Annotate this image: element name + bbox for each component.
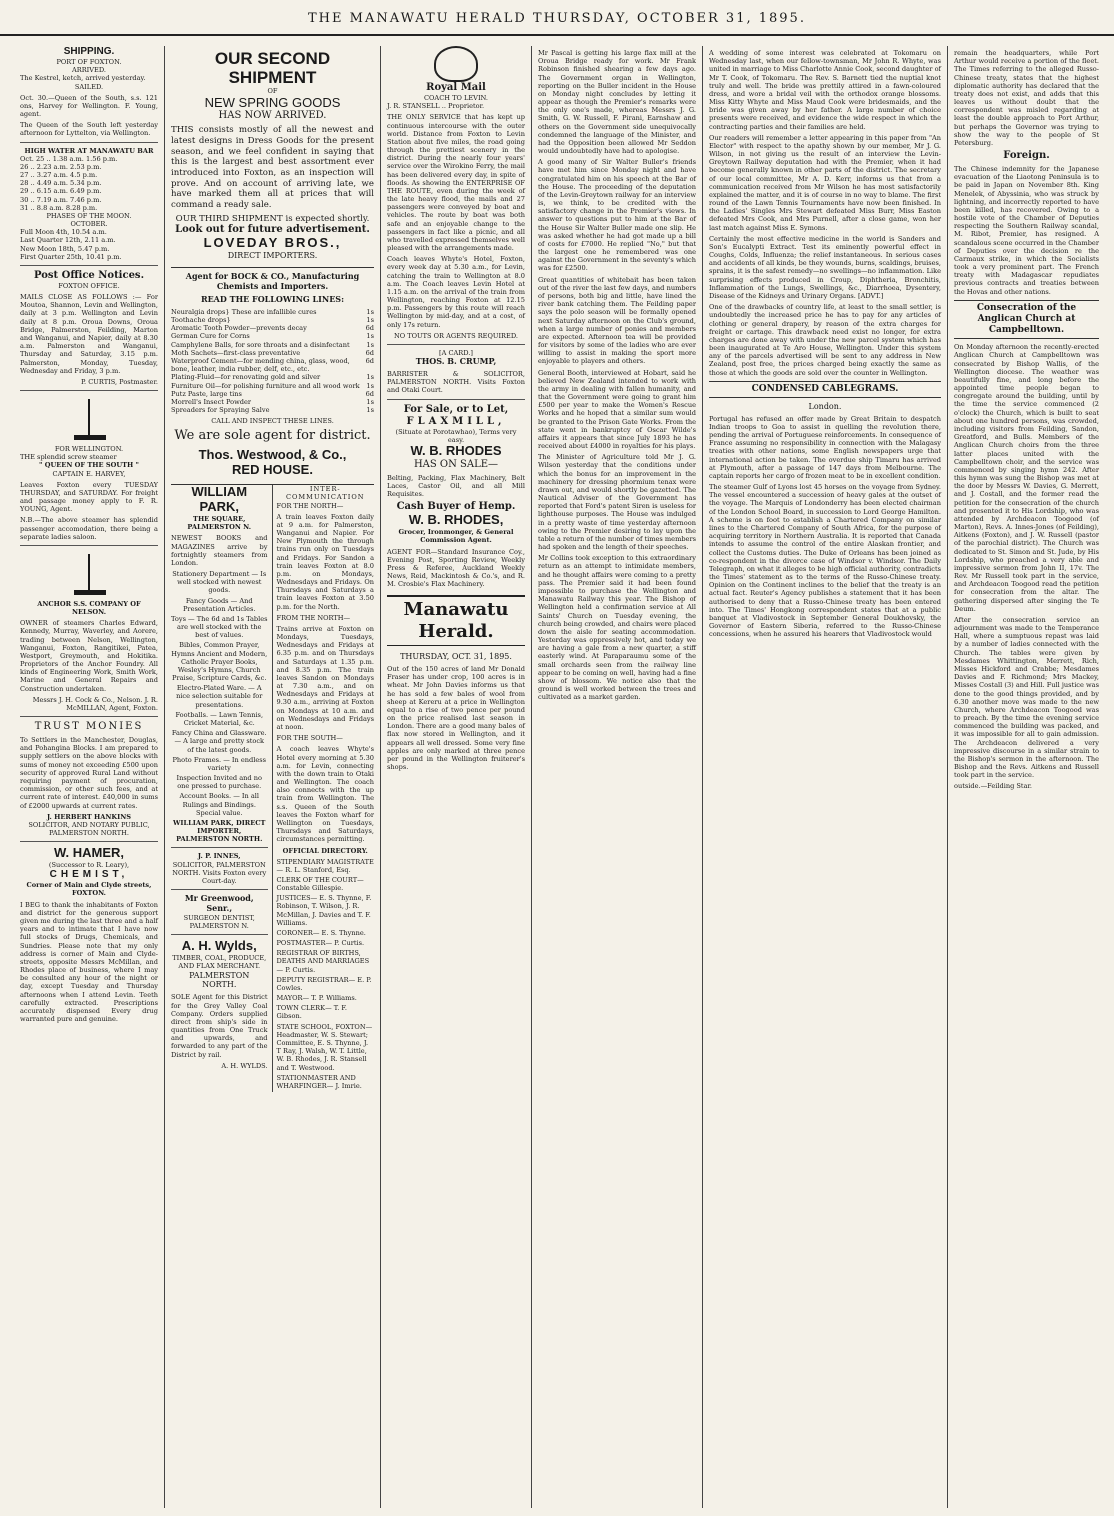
greenwood-name: Mr Greenwood, Senr., — [184, 893, 254, 913]
crump-name: THOS. B. CRUMP, — [415, 356, 497, 367]
bock-ad — [171, 268, 374, 485]
steamer-text: Leaves Foxton every TUESDAY THURSDAY, and SATURDAY. For freight and passage money apply to F. R. YOUNG, Agent. — [20, 480, 158, 514]
inter-south: FOR THE SOUTH— — [276, 734, 343, 743]
park-item: Photo Frames. — In endless variety — [172, 755, 267, 772]
masthead: THE MANAWATU HERALD THURSDAY, OCTOBER 31, 1895. — [0, 4, 1114, 36]
anchor-title: ANCHOR S.S. COMPANY OF NELSON. — [37, 599, 141, 617]
price-list-item — [171, 341, 374, 349]
price-list-price: 6d — [365, 356, 374, 365]
price-list-label: Putz Paste, large tins — [171, 389, 242, 398]
price-list-item — [171, 390, 374, 398]
price-list-price: 1s — [366, 307, 374, 316]
tide-row: 31 .. 8.8 a.m. 8.28 p.m. — [20, 203, 98, 212]
park-text: NEWEST BOOKS and MAGAZINES arrive by fortnightly steamers from London. — [171, 534, 268, 567]
price-list-item — [171, 357, 374, 373]
column-4 — [531, 46, 702, 1508]
price-list-item — [171, 316, 374, 324]
hamer-trade: CHEMIST, — [49, 869, 129, 881]
arrived-label: ARRIVED. — [71, 66, 107, 75]
royal-crest-icon — [434, 46, 478, 82]
news-item: A wedding of some interest was celebrated at Tokomaru on Wednesday last, when our fellow-townsman, Mr John R. Whyte, was united in marriage to Miss Charlotte Annie Cook, second daughter of Mr T. Cook, of Tokomaru. The Rev. S. Barnett tied the nuptial knot truly and well. The bride was prettily attired in a fawn-coloured dress, and wore a bridal veil with the orthodox orange blossoms. Miss Kitty Whyte and Miss Maud Cook were bridesmaids, and the bride was given away by her father. A large number of choice presents were received, and evidence the wide respect in which the contracting parties and their families are held. — [709, 49, 941, 131]
price-list-price: 1s — [366, 381, 374, 390]
official-title: OFFICIAL DIRECTORY. — [282, 847, 368, 856]
red-house: RED HOUSE. — [232, 462, 313, 478]
wylds-text: SOLE Agent for this District for the Grey Valley Coal Company. Orders supplied direct from ship's side in quantities from One Truck and upwards, and forwarded to any part of the District by rail. — [171, 993, 268, 1059]
park-addr: THE SQUARE, PALMERSTON N. — [187, 515, 252, 532]
shipment-arrived: HAS NOW ARRIVED. — [218, 110, 327, 122]
inter-text: A train leaves Foxton daily at 9 a.m. for Palmerston, Wanganui and Napier. For New Plymouth the through trains run only on Tuesdays and Fridays. For Sandon a train leaves Foxton at 8.0 p.m. on Mondays, Wednesdays and Fridays. On Thursdays and Saturdays a train leaves Foxton at 3.50 p.m. for the North. — [276, 512, 374, 611]
tide-row: 30 .. 7.19 a.m. 7.46 p.m. — [20, 195, 102, 204]
cables-title: CONDENSED CABLEGRAMS. — [709, 381, 941, 398]
inter-communication — [273, 485, 375, 1092]
post-title: Post Office Notices. — [33, 269, 145, 281]
flax-loc: (Situate at Porotawhao), Terms very easy. — [395, 427, 517, 444]
moon-month: OCTOBER. — [70, 220, 108, 229]
innes-sub: SOLICITOR, PALMERSTON NORTH. Visits Foxton every Court-day. — [172, 860, 267, 885]
price-list-item — [171, 373, 374, 381]
coach-title: COACH TO LEVIN. — [423, 94, 488, 102]
consecration-text: On Monday afternoon the recently-erected Anglican Church at Campbelltown was consecrated by Bishop Wallis, of the Wellington diocese. The weather was beautifully fine, and long before the appointed time people began to congregate around the building, until by the time the service commenced (2 o'clock) the Church, which is built to seat about one hundred persons, was crowded, including visitors from Feilding, Sandon, Greatford, and Bulls. Members of the Anglican Church choirs from the three latter places united with the Campbelltown choir, and the service was commenced by singing hymn 242. After this hymn was sung the Bishop was met at the door by Messrs W. Davies, G. Merrett, and J. Costall, and the former read the petition for the consecration of the church and presented it to His Lordship, who was attended by Archdeacon Toogood (of Marton), Revs. A. Innes-Jones (of Feilding), Aitkens (Foxton), and J. W. Russell (pastor of the parochial district). The Church was dedicated to St. Simon and St. Jude, by His Lordship, who preached a very able and impressive sermon from John II, 17v. The Rev. Mr Russell took part in the service, and Archdeacon Toogood read the petition for consecration from the altar. The gathering dispersed after singing the Te Deum. — [954, 343, 1099, 613]
shipment-text: THIS consists mostly of all the newest and latest designs in Dress Goods for the present season, and we feel confident in saying that this is the largest and best assortment ever introduced into Foxton, as an inspection will prove. And on account of arriving late, we have marked them all at prices that will command a ready sale. — [171, 125, 374, 211]
official-line: JUSTICES— E. S. Thynne, F. Robinson, T. Wilson, J. R. McMillan, J. Davies and T. F. Williams. — [276, 894, 372, 927]
price-list-label: Neuralgia drops} These are infallible cures — [171, 307, 317, 316]
sailed-label: SAILED. — [74, 82, 104, 91]
steamer-captain: CAPTAIN E. HARVEY, — [52, 469, 126, 478]
shipment-of: OF — [267, 87, 278, 96]
rhodes-text: AGENT FOR—Standard Insurance Coy., Evening Post, Sporting Review, Weekly Press & Referee, Auckland Weekly News, Reid, Mackintosh & Co.'s, and R. M. Crosbie's Flax Machinery. — [387, 547, 525, 589]
arrived-text: The Kestrel, ketch, arrived yesterday. — [20, 74, 146, 83]
moon-line: Full Moon 4th, 10.54 a.m. — [20, 228, 107, 237]
official-line: TOWN CLERK— T. F. Gibson. — [276, 1004, 348, 1021]
price-list-price: 6d — [365, 324, 374, 333]
card-label: [A CARD.] — [439, 348, 473, 357]
newspaper-nameplate: Manawatu Herald. — [387, 595, 525, 647]
park-footer: WILLIAM PARK, DIRECT IMPORTER, PALMERSTON NORTH. — [173, 818, 266, 844]
price-list-item — [171, 332, 374, 340]
loveday-ad — [171, 46, 374, 268]
price-list-label: Plating-Fluid—for renovating gold and silver — [171, 373, 321, 382]
wylds-town: PALMERSTON NORTH. — [189, 970, 250, 990]
price-list-label: German Cure for Corns — [171, 332, 250, 341]
flax-mill: FLAXMILL, — [406, 415, 506, 427]
hankins-name: J. HERBERT HANKINS — [46, 812, 132, 821]
price-list-item — [171, 398, 374, 406]
anchor-text: OWNER of steamers Charles Edward, Kennedy, Murray, Waverley, and Aorere, trading between Nelson, Wellington, Wanganui, Foxton, Rangitikei, Patea, Westport, Greymouth, and Hokitika. Proprietors of the Anchor Foundry. All kinds of Engineering Work, Smith Work, Marine and General Repairs and Construction undertaken. — [20, 619, 158, 693]
price-list-label: Morrell's Insect Powder — [171, 397, 252, 406]
park-ad — [171, 485, 273, 1092]
post-text: MAILS CLOSE AS FOLLOWS :— For Moutoa, Shannon, Levin and Wellington, daily at 3 p.m. Wellington and Levin daily at 8 p.m. Oroua Downs, Oroua Bridge, Palmerston, Feilding, Marton and Wanganui, and Napier, daily at 8.30 a.m. Palmerston and Wanganui, Thursday and Saturday, 3.15 p.m. Palmerston, Monday, Tuesday, Wednesday and Friday, 3 p.m. — [20, 293, 158, 375]
rhodes-name-2: W. B. RHODES, — [408, 512, 504, 528]
hankins-sub: SOLICITOR, AND NOTARY PUBLIC, PALMERSTON NORTH. — [28, 820, 150, 838]
shipment-lookout: Look out for future advertisement. — [175, 224, 370, 236]
loveday-sub: DIRECT IMPORTERS. — [227, 251, 318, 261]
anchor-sign: Messrs J. H. Cock & Co., Nelson. J. R. McMILLAN, Agent, Foxton. — [32, 695, 158, 712]
post-sign: P. CURTIS, Postmaster. — [80, 377, 158, 386]
coach-text2: Coach leaves Whyte's Hotel, Foxton, every week day at 5.30 a.m., for Levin, catching the train to Wellington at 8.0 a.m. The Coach leaves Levin Hotel at 1.15 a.m. on the arrival of the train from Wellington, reaching Foxton at 12.15 p.m. Passengers by this route will reach Wellington by mid-day, and at a cost, of only 17s return. — [387, 255, 525, 329]
park-name: WILLIAM PARK, — [191, 484, 248, 515]
post-sub: FOXTON OFFICE. — [58, 281, 120, 290]
inter-text3: A coach leaves Whyte's Hotel every morning at 5.30 a.m. for Levin, connecting with the down train to Otaki and Wellington. The coach also connects with the up train from Wellington. The s.s. Queen of the South leaves the Foxton wharf for Wellington on Tuesdays, Thursdays and Saturdays, circumstances permitting. — [276, 745, 374, 844]
column-3 — [380, 46, 531, 1508]
no-touts: NO TOUTS OR AGENTS REQUIRED. — [393, 331, 518, 340]
park-item: Fancy Goods — And Presentation Articles. — [182, 596, 256, 613]
park-item: Inspection Invited and no one pressed to purchase. — [176, 774, 262, 791]
steamer-intro: THE splendid screw steamer — [20, 453, 117, 462]
price-list-item — [171, 324, 374, 332]
news-item: Out of the 150 acres of land Mr Donald Fraser has under crop, 100 acres is in wheat. Mr John Davies informs us that he has sold a few bales of wool from sheep at Kereru at a price in Wellington equal to a rise of two pence per pound on the price realised last season in London. There are a good many bales of flax now stored in Wellington, and it appears all well dressed. Some very fine apples are only marked at three pence per pound in the Wellington fruiterer's shops. — [387, 665, 525, 772]
tide-row: 28 .. 4.49 a.m. 5.34 p.m. — [20, 179, 102, 188]
shipment-third: OUR THIRD SHIPMENT is expected shortly. — [175, 213, 370, 224]
price-list-label: Furniture Oil—for polishing furniture and all wood work — [171, 381, 360, 390]
wylds-name: A. H. Wylds, — [181, 938, 257, 954]
moon-title: PHASES OF THE MOON. — [46, 211, 132, 220]
park-item: Account Books. — In all Rulings and Bindings. Special value. — [179, 792, 259, 817]
loveday-name: LOVEDAY BROS., — [203, 235, 342, 251]
park-item: Fancy China and Glassware. — A large and pretty stock of the latest goods. — [171, 729, 267, 754]
price-list-price: 6d — [365, 348, 374, 357]
rhodes-sub: Grocer, Ironmonger, & General Commission Agent. — [398, 528, 514, 545]
hamer-addr: Corner of Main and Clyde streets, FOXTON. — [26, 881, 152, 898]
sailed-note: The Queen of the South left yesterday afternoon for Lyttelton, via Wellington. — [20, 121, 158, 138]
official-line: REGISTRAR OF BIRTHS, DEATHS AND MARRIAGES— P. Curtis. — [276, 949, 370, 974]
call-inspect: CALL AND INSPECT THESE LINES. — [211, 417, 334, 426]
hamer-name: W. HAMER, — [53, 845, 125, 861]
two-column-block — [171, 485, 374, 1092]
cables-text2: The steamer Gulf of Lyons lost 45 horses on the voyage from Sydney. The vessel encountered a succession of heavy gales at the outset of the voyage. The Marquis of Londonderry has been elected chairman of the London School Board, in succession to Lord George Hamilton. A scheme is on foot to establish a Chartered Company on similar lines to the Chartered Company of South Africa, for the purpose of acquiring territory in Northern Australia. It is reported that Canada intends to assume the control of the entire Alaskan frontier, and collect the Customs duties. The Duke of Orleans has been joined as co-respondent in the divorce case of Windsor v. Windsor. The Daily Telegraph, on what it alleges to be high official authority, contradicts the Times' statement as to the terms of the Russo-Chinese treaty. Opinion on the Continent inclines to the belief that the treaty is an actual fact. Reuter's Agency publishes a statement that it has been authorised to deny that a Russo-Chinese treaty has been entered into. The Times' Hongkong correspondent states that at a public banquet at Vladivostock in September General Doukhovsky, the Governor of Eastern Siberia, referred to the Russo-Chinese concessions, when he assured his hearers that Vladivostock would — [709, 483, 941, 639]
anchor-ship-illustration — [68, 550, 110, 596]
sole-agent: We are sole agent for district. — [174, 428, 371, 444]
news-item: Great quantities of whitebait has been taken out of the river the last few days, and numbers of persons, both big and little, have lined the river bank catching them. The Feilding paper says the polo season will be formally opened next Saturday afternoon on the Club's ground, when a large number of ponies and members are expected. Afternoon tea will be provided for visitors by some of the ladies who are ever willing to assist in making the sport more enjoyable to players and others. — [538, 275, 696, 366]
official-line: DEPUTY REGISTRAR— E. P. Cowles. — [276, 975, 372, 992]
trust-title: TRUST MONIES — [34, 721, 144, 733]
westwood-name: Thos. Westwood, & Co., — [198, 447, 347, 463]
price-list-label: Moth Sachets—first-class preventative — [171, 348, 301, 357]
tide-row: 27 .. 3.27 a.m. 4.5 p.m. — [20, 171, 98, 180]
hamer-text: I BEG to thank the inhabitants of Foxton and district for the generous support given me during the last three and a half years and to intimate that I have now full stocks of Drugs, Chemicals, and Sundries. Please note that my only address is corner of Main and Clyde-streets, opposite Messrs McMillan, and Rhodes place of business, where I may be consulted any hour of the night or day, except Tuesday and Thursday afternoons when I attend Levin. Teeth carefully extracted. Prescriptions accurately dispensed Every drug warranted pure and genuine. — [20, 900, 158, 1024]
hamer-sub: (Successor to R. Leary), — [48, 861, 130, 870]
price-list — [171, 308, 374, 414]
dateline: THURSDAY, OCT. 31, 1895. — [400, 652, 512, 662]
on-sale: HAS ON SALE— — [413, 458, 499, 470]
steamship-illustration — [68, 395, 110, 441]
wylds-sub: TIMBER, COAL, PRODUCE, AND FLAX MERCHANT. — [172, 954, 267, 971]
park-item: Stationery Department — Is well stocked with newest goods. — [172, 570, 267, 595]
shipment-goods: NEW SPRING GOODS — [204, 94, 341, 110]
bock-title: Agent for BOCK & CO., Manufacturing Chemists and Importers. — [185, 271, 360, 292]
innes-name: J. P. INNES, — [197, 852, 241, 861]
news-item: The Minister of Agriculture told Mr J. G. Wilson yesterday that the conditions under which the bonus for an improvement in the machinery for dressing phormium tenax were drawn out, and would shortly be gazetted. The Nautical Adviser of the Government has reported that Ford's patent Siren is useless for lighthouse purposes. The House was indulged in a pretty waste of time yesterday afternoon owing to the Premier desiring to lay upon the table a return of the number of times members had spoken and the length of their speeches. — [538, 453, 696, 552]
price-list-price: 6d — [365, 389, 374, 398]
column-6 — [947, 46, 1105, 1508]
steamer-name: " QUEEN OF THE SOUTH " — [39, 461, 139, 470]
price-list-label: Aromatic Tooth Powder—prevents decay — [171, 324, 307, 333]
news-item: Mr Pascal is getting his large flax mill at the Oroua Bridge ready for work. Mr Frank Robinson finished shearing a few days ago. The Government organ in Wellington, reporting on the Buller incident in the House on Monday night concludes by letting it appear as though the Premier's remarks were the only one's made, whereas Messrs J. G. Smith, G. W. Russell, F. Pirani, Earnshaw and others on the Government side unequivocally condemned the language of the Minister, and had the Opposition been allowed Mr Seddon would undoubtedly have had to apologise. — [538, 49, 696, 156]
official-line: STATE SCHOOL, FOXTON— Headmaster, W. S. Stewart; Committee, E. S. Thynne, J. T Ray, J. Walsh, W. T. Little, W. B. Rhodes, J. R. Stansell and T. Westwood. — [276, 1022, 373, 1072]
trust-text: To Settlers in the Manchester, Douglas, and Pohangina Blocks. I am prepared to supply settlers on the above blocks with sums of money not exceeding £500 upon security of approved Rural Land without requiring payment of procuration, commission, or other such fees, and at current rate of interest. £40,000 in sums of £2000 upwards at current rates. — [20, 736, 158, 810]
price-list-label: Waterproof Cement—for mending china, glass, wood, bone, leather, india rubber, delf, etc., etc. — [171, 356, 350, 374]
wylds-sign: A. H. WYLDS. — [221, 1061, 268, 1070]
column-5 — [702, 46, 947, 1508]
moon-line: Last Quarter 12th, 2.11 a.m. — [20, 236, 116, 245]
price-list-price: 1s — [366, 332, 374, 341]
steamer-nb: N.B.—The above steamer has splendid passenger accomodation, there being a separate ladies saloon. — [20, 516, 158, 541]
cables-text: Portugal has refused an offer made by Great Britain to despatch Indian troops to Goa to assist in quelling the revolution there, pending the arrival of Portuguese reinforcements. In consequence of France assuming no responsibility in connection with the Malagasy treaties with other nations, some English newspapers urge that international action be taken. The overdue ship Timaru has arrived at Plymouth, after a passage of 147 days from Melbourne. The captain reports her cargo of frozen meat to be in excellent condition. — [709, 414, 941, 480]
park-item: Toys — The 6d and 1s Tables are well stocked with the best of values. — [171, 614, 268, 640]
price-list-item — [171, 382, 374, 390]
moon-line: First Quarter 25th, 10.41 p.m. — [20, 252, 122, 261]
consecration-title: Consecration of the Anglican Church at Campbelltown. — [954, 300, 1099, 339]
news-item: remain the headquarters, while Port Arthur would receive a portion of the fleet. The Times referring to the alleged Russo-Chinese treaty, states that the highest diplomatic authority has declared that the treaty does not exist, and adds that this leaves us without doubt that the correspondent was misled regarding at least the double approach to Port Arthur, but perhaps the Governor was trying to show the way to the people of St Petersburg. — [954, 49, 1099, 147]
stansell: J. R. STANSELL .. Proprietor. — [387, 102, 485, 111]
price-list-label: Camphylene Balls, for sore throats and a disinfectant — [171, 340, 350, 349]
park-item: Bibles, Common Prayer, Hymns Ancient and Modern, Catholic Prayer Books, Wesley's Hymns, Church Praise, Scripture Cards, &c. — [171, 641, 268, 683]
rhodes-name-1: W. B. RHODES — [410, 442, 502, 458]
tide-row: Oct. 25 .. 1.38 a.m. 1.56 p.m. — [20, 154, 118, 163]
inter-title: INTER-COMMUNICATION — [285, 485, 365, 502]
price-list-item — [171, 349, 374, 357]
shipping-port: PORT OF FOXTON. — [56, 58, 122, 66]
shipment-title: OUR SECOND SHIPMENT — [214, 49, 331, 87]
official-line: STATIONMASTER AND WHARFINGER— J. Imrie. — [276, 1073, 362, 1090]
price-list-item — [171, 406, 374, 414]
official-line: STIPENDIARY MAGISTRATE— R. L. Stanford, Esq. — [276, 857, 374, 874]
cables-london: London. — [808, 401, 842, 411]
consecration-text2: After the consecration service an adjournment was made to the Temperance Hall, where a sumptuous repast was laid by a number of ladies connected with the Church. The tables were given by Mesdames Whittington, Merrett, Rich, Misses Hickford and Crabbe; Mesdames Davies and F. Richmond; Mrs Mackey, Misses Costall (3) and Hill. Full justice was done to the good things provided, and by 6.30 another move was made to the new Church, where Archdeacon Toogood was to preach. By the time the evening service commenced the building was packed, and it was impossible for all to gain admission. The Archdeacon delivered a very impressive discourse in a similar strain to the Bishop's sermon in the afternoon. The Bishop and the Revs. Aitkens and Russell took part in the service. — [954, 615, 1099, 780]
price-list-item — [171, 308, 374, 316]
price-list-label: Toothache drops} — [171, 316, 231, 325]
price-list-price: 1s — [366, 373, 374, 382]
column-1 — [14, 46, 164, 1508]
official-line: CLERK OF THE COURT— Constable Gillespie. — [276, 875, 364, 893]
price-list-price: 1s — [366, 316, 374, 325]
news-item: General Booth, interviewed at Hobart, said he believed New Zealand intended to work with the army in dealing with fallen humanity, and that the Government were going to grant him £500 per year to make the Women's Rescue Works and he hoped that a similar sum would be granted to the Prison Gate Works. From the state went in bankruptcy of Oscar Wilde's affairs it appears that since July 1893 he has received about £4000 in royalties for his plays. — [538, 368, 696, 451]
news-item: One of the drawbacks of country life, at least to the small settler, is undoubtedly the increased price he has to pay for any articles of clothing or general drapery, by reason of the extra charges for freight or cartage. This drawback need exist no longer, for extra charges are done away with under the new parcel system which has been inaugurated at Te Aro House, Wellington. Under this system any of the parcels advertised will be sent to any address in New Zealand, post free, the prices charged being exactly the same as those at which the goods are sold over the counter in Wellington. — [709, 303, 941, 377]
price-list-price: 1s — [366, 340, 374, 349]
price-list-price: 1s — [366, 397, 374, 406]
foreign-text: The Chinese indemnity for the Japanese evacuation of the Liaotong Peninsula is to be paid in Japan on November 8th. King Menelek, of Abyssinia, who was struck by lightning, and incorrectly reported to have been killed, has recovered. Owing to a hostile vote of the Chamber of Deputies respecting the Southern Railway scandal, M. Ribot, Premier, has resigned. A scandalous scene occurred in the Chamber of Deputies over the decision re the Carmaux strike, in which the Socialists took a very prominent part. The French treaty with Madagascar repudiates previous contracts and treaties between the Hovas and other nations. — [954, 165, 1099, 296]
inter-from-north: FROM THE NORTH— — [276, 613, 351, 622]
royal-mail: Royal Mail — [426, 82, 486, 93]
news-item: Mr Collins took exception to this extraordinary return as an attempt to intimidate members, and he thought affairs were coming to a pretty pass. The Premier said it had been found impossible to purchase the Wellington and Manawatu Railway this year. The Bishop of Wellington held a confirmation service at All Saints' Church on Tuesday evening, the church being crowded, and chairs were placed down the aisle for seating accommodation. Yesterday was oppressively hot, and today we are having a gale from a new quarter, a stiff easterly wind. At Paraparaumu some of the small orchards seen from the railway line appear to be coming on well, having had a fine show of blossom. We notice also that the ground is well worked between the trees and cultivated as a market garden. — [538, 554, 696, 702]
cash-buyer: Cash Buyer of Hemp. — [396, 501, 516, 513]
on-sale-text: Belting, Packing, Flax Machinery, Belt Laces, Castor Oil, and all Mill Requisites. — [387, 473, 525, 499]
inter-text2: Trains arrive at Foxton on Mondays, Tuesdays, Wednesdays and Fridays at 6.35 p.m. and on Thursdays and Saturdays at 1.35 p.m. and 8.35 p.m. The train leaves Sandon on Mondays at 7.30 a.m., and on Wednesdays and Fridays at 9.30 a.m., arriving at Foxton on Mondays at 10 a.m. and on Wednesdays and Fridays at noon. — [276, 624, 374, 731]
news-item: Our readers will remember a letter appearing in this paper from "An Elector" with respect to the apathy shown by our member, Mr J. G. Wilson, in not giving us the result of an interview the Levin-Greytown Railway deputation had with the Premier, when it had become generally known in other parts of the district. The secretary of our local committee, Mr A. D. Kerr, informs us that from a communication received from Mr Wilson he has most satisfactorily explained the matter, and it is of course in no way to blame. The first round of the Lawn Tennis Tournaments have now been finished. In the Ladies' Singles Mrs Stewart defeated Miss Burr, Miss Easton defeated Mrs Cook, and Mrs Purnell, after a close game, won her last match against Miss E. Symons. — [709, 133, 941, 232]
official-line: CORONER— E. S. Thynne. — [276, 928, 366, 937]
news-item: Certainly the most effective medicine in the world is Sanders and Son's Eucalypti Extract. Test its eminently powerful effect in Coughs, Colds, Influenza; the relief instantaneous. In serious cases and accidents of all kinds, be they wounds, burns, scaldings, bruises, sprains, it is the safest remedy—no swellings—no inflammation. Like surprising effects produced in Croup, Diphtheria, Bronchitis, Inflammation of the Lungs, Swellings, &c., Diarrhoea, Dysentery, Disease of the Kidneys and Urinary Organs. [ADVT.] — [709, 234, 941, 300]
shipping-title: SHIPPING. — [63, 46, 115, 57]
news-item: A good many of Sir Walter Buller's friends have met him since Monday night and have congratulated him on his speech at the Bar of the House. The proceeding of the deputation of the Levin-Greytown railway for an interview is, we think, to be credited with the satisfactory change in the Premier's views. In answer to questions put to him at the Bar of the House Sir Walter Buller made one slip. He was asked whether he had got made up a bill of costs for £7000. He replied "No," but that the largest one he remembered was one against the Government in the seventy's which was for £2500. — [538, 158, 696, 273]
official-line: POSTMASTER— P. Curtis. — [276, 939, 365, 948]
park-item: Electro-Plated Ware. — A nice selection suitable for presentations. — [176, 684, 263, 709]
inter-north: FOR THE NORTH— — [276, 501, 344, 510]
moon-line: New Moon 18th, 5.47 p.m. — [20, 244, 110, 253]
price-list-label: Spreaders for Spraying Salve — [171, 406, 270, 415]
park-item: Footballs. — Lawn Tennis, Cricket Material, &c. — [175, 710, 264, 727]
high-water-title: HIGH WATER AT MANAWATU BAR — [24, 146, 154, 155]
crump-text: BARRISTER & SOLICITOR, PALMERSTON NORTH. Visits Foxton and Otaki Court. — [387, 370, 525, 395]
for-wellington: FOR WELLINGTON. — [54, 445, 124, 454]
tide-row: 29 .. 6.15 a.m. 6.49 p.m. — [20, 187, 102, 196]
for-sale: For Sale, or to Let, — [403, 403, 509, 415]
coach-text: THE ONLY SERVICE that has kept up continuous intercourse with the outer world. Distance from Foxton to Levin Station about five miles, the road going through the prettiest scenery in the district. During the nearly four years' service over the Wirokino Ferry, the mail has been delivered every day, in spite of floods. As showing the ENTERPRISE OF THE ROUTE, even during the week of the late heavy flood, the mails and 27 passengers were conveyed by boat and vehicles. The route by boat was both safe and an enjoyable change to the passengers in fact like a picnic, and all who travelled expressed themselves well pleased with the arrangements made. — [387, 113, 525, 253]
feilding-star: outside.—Feilding Star. — [954, 782, 1033, 791]
tide-row: 26 .. 2.23 a.m. 2.53 p.m. — [20, 162, 102, 171]
price-list-price: 1s — [366, 406, 374, 415]
foreign-title: Foreign. — [1003, 150, 1050, 162]
greenwood-sub: SURGEON DENTIST, PALMERSTON N. — [183, 913, 255, 931]
sailed-text: Oct. 30.—Queen of the South, s.s. 121 ons, Harvey for Wellington. F. Young, agent. — [20, 93, 158, 119]
column-2 — [164, 46, 380, 1508]
official-line: MAYOR— T. P. Williams. — [276, 994, 357, 1003]
lines-title: READ THE FOLLOWING LINES: — [200, 294, 345, 305]
